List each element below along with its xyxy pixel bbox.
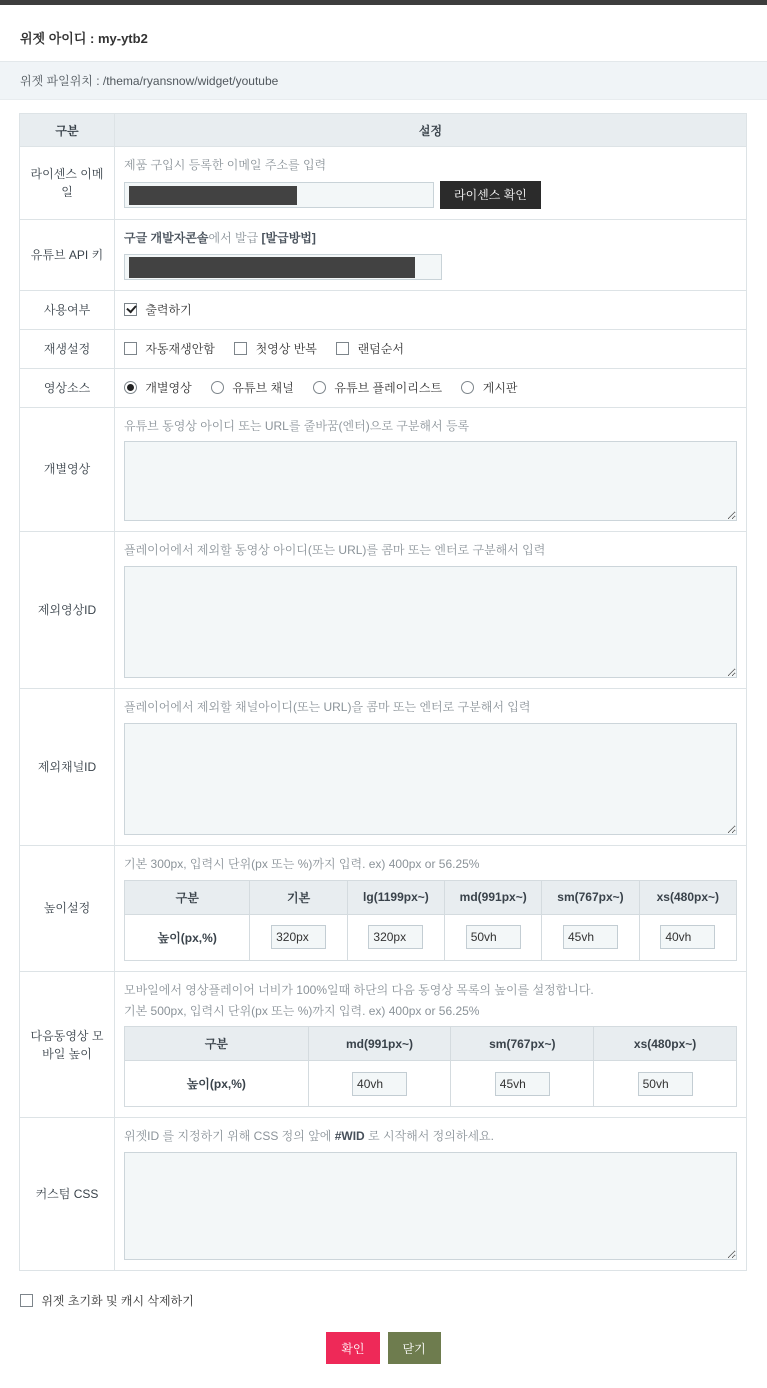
api-desc-text: 에서 발급 (208, 230, 262, 245)
google-console-link[interactable]: 구글 개발자콘솔 (124, 230, 209, 245)
use-output-option[interactable] (124, 303, 192, 317)
redacted-api-value (129, 257, 415, 278)
source-playlist-radio[interactable] (313, 381, 326, 394)
use-label: 사용여부 (20, 290, 115, 329)
row-individual-videos (20, 407, 747, 532)
height-sm-input[interactable] (563, 925, 618, 949)
row-playback (20, 329, 747, 368)
wid-token: #WID (334, 1129, 365, 1144)
row-source (20, 368, 747, 407)
playback-label: 재생설정 (20, 329, 115, 368)
next-height-desc2: 기본 500px, 입력시 단위(px 또는 %)까지 입력. ex) 400px or 56.25% (124, 1003, 480, 1018)
height-desc: 기본 300px, 입력시 단위(px 또는 %)까지 입력. ex) 400px or 56.25% (124, 856, 480, 871)
license-label: 라이센스 이메일 (20, 147, 115, 220)
next-height-xs-input[interactable] (638, 1072, 693, 1096)
exclude-channel-textarea[interactable] (124, 723, 737, 835)
output-checkbox-label: 출력하기 (145, 303, 192, 318)
custom-css-desc: 위젯ID 를 지정하기 위해 CSS 정의 앞에 #WID 로 시작해서 정의하세요. (124, 1129, 494, 1144)
redacted-email-value (129, 186, 297, 205)
source-channel-radio[interactable] (211, 381, 224, 394)
next-height-row-label: 높이(px,%) (125, 1061, 309, 1107)
row-next-video-height (20, 971, 747, 1118)
height-row-label: 높이(px,%) (125, 914, 250, 960)
next-height-desc1: 모바일에서 영상플레이어 너비가 100%일때 하단의 다음 동영상 목록의 높이를 설정합니다. (124, 982, 594, 997)
source-individual-option[interactable]: 개별영상 (124, 381, 195, 395)
height-xs-input[interactable] (660, 925, 715, 949)
issue-guide-link[interactable]: [발급방법] (261, 230, 316, 245)
source-label: 영상소스 (20, 368, 115, 407)
exclude-video-textarea[interactable] (124, 566, 737, 678)
api-key-input[interactable] (124, 254, 442, 280)
widget-reset-label: 위젯 초기화 및 캐시 삭제하기 (41, 1294, 194, 1309)
height-col-default: 기본 (250, 880, 347, 914)
source-playlist-option[interactable]: 유튜브 플레이리스트 (313, 381, 445, 395)
next-height-md-input[interactable] (352, 1072, 407, 1096)
header-setting: 설정 (115, 114, 747, 147)
close-button[interactable]: 닫기 (388, 1332, 441, 1364)
random-order-checkbox[interactable] (336, 342, 349, 355)
page-title: 위젯 아이디 : my-ytb2 (20, 31, 148, 46)
row-height-settings (20, 845, 747, 971)
height-label: 높이설정 (20, 845, 115, 971)
height-table (124, 880, 737, 961)
autoplay-off-option[interactable]: 자동재생안함 (124, 342, 218, 356)
next-height-col-sm: sm(767px~) (451, 1027, 594, 1061)
height-col-lg: lg(1199px~) (347, 880, 444, 914)
row-license-email (20, 147, 747, 220)
output-checkbox[interactable] (124, 303, 137, 316)
height-col-category: 구분 (125, 880, 250, 914)
random-order-option[interactable]: 랜덤순서 (336, 342, 404, 356)
row-use (20, 290, 747, 329)
loop-first-checkbox[interactable] (234, 342, 247, 355)
confirm-button[interactable]: 확인 (326, 1332, 379, 1364)
exclude-video-desc: 플레이어에서 제외할 동영상 아이디(또는 URL)를 콤마 또는 엔터로 구분해서 입력 (124, 543, 546, 558)
exclude-video-label: 제외영상ID (20, 532, 115, 689)
row-custom-css (20, 1118, 747, 1271)
height-md-input[interactable] (466, 925, 521, 949)
row-api-key (20, 219, 747, 290)
height-col-xs: xs(480px~) (639, 880, 736, 914)
next-height-label: 다음동영상 모바일 높이 (20, 971, 115, 1118)
height-col-sm: sm(767px~) (542, 880, 639, 914)
next-height-sm-input[interactable] (495, 1072, 550, 1096)
settings-table (19, 113, 747, 1271)
next-height-table (124, 1026, 737, 1107)
license-email-input[interactable] (124, 182, 434, 208)
api-key-label: 유튜브 API 키 (20, 219, 115, 290)
loop-first-option[interactable]: 첫영상 반복 (234, 342, 320, 356)
height-lg-input[interactable] (368, 925, 423, 949)
individual-videos-textarea[interactable] (124, 441, 737, 521)
row-exclude-video (20, 532, 747, 689)
source-individual-radio[interactable] (124, 381, 137, 394)
source-board-radio[interactable] (461, 381, 474, 394)
individual-desc: 유튜브 동영상 아이디 또는 URL를 줄바꿈(엔터)으로 구분해서 등록 (124, 418, 470, 433)
widget-reset-option[interactable] (20, 1294, 194, 1308)
header-category: 구분 (20, 114, 115, 147)
source-channel-option[interactable]: 유튜브 채널 (211, 381, 297, 395)
individual-label: 개별영상 (20, 407, 115, 532)
exclude-channel-label: 제외채널ID (20, 689, 115, 846)
row-exclude-channel (20, 689, 747, 846)
exclude-channel-desc: 플레이어에서 제외할 채널아이디(또는 URL)을 콤마 또는 엔터로 구분해서 입력 (124, 700, 531, 715)
next-height-col-md: md(991px~) (308, 1027, 451, 1061)
custom-css-label: 커스텀 CSS (20, 1118, 115, 1271)
next-height-col-category: 구분 (125, 1027, 309, 1061)
height-default-input[interactable] (271, 925, 326, 949)
table-header-row (20, 114, 747, 147)
source-board-option[interactable]: 게시판 (461, 381, 517, 395)
license-desc: 제품 구입시 등록한 이메일 주소를 입력 (124, 158, 327, 172)
autoplay-off-checkbox[interactable] (124, 342, 137, 355)
widget-filepath: 위젯 파일위치 : /thema/ryansnow/widget/youtube (0, 61, 767, 100)
height-col-md: md(991px~) (445, 880, 542, 914)
next-height-col-xs: xs(480px~) (594, 1027, 737, 1061)
custom-css-textarea[interactable] (124, 1152, 737, 1260)
license-check-button[interactable]: 라이센스 확인 (440, 181, 541, 209)
widget-reset-checkbox[interactable] (20, 1294, 33, 1307)
